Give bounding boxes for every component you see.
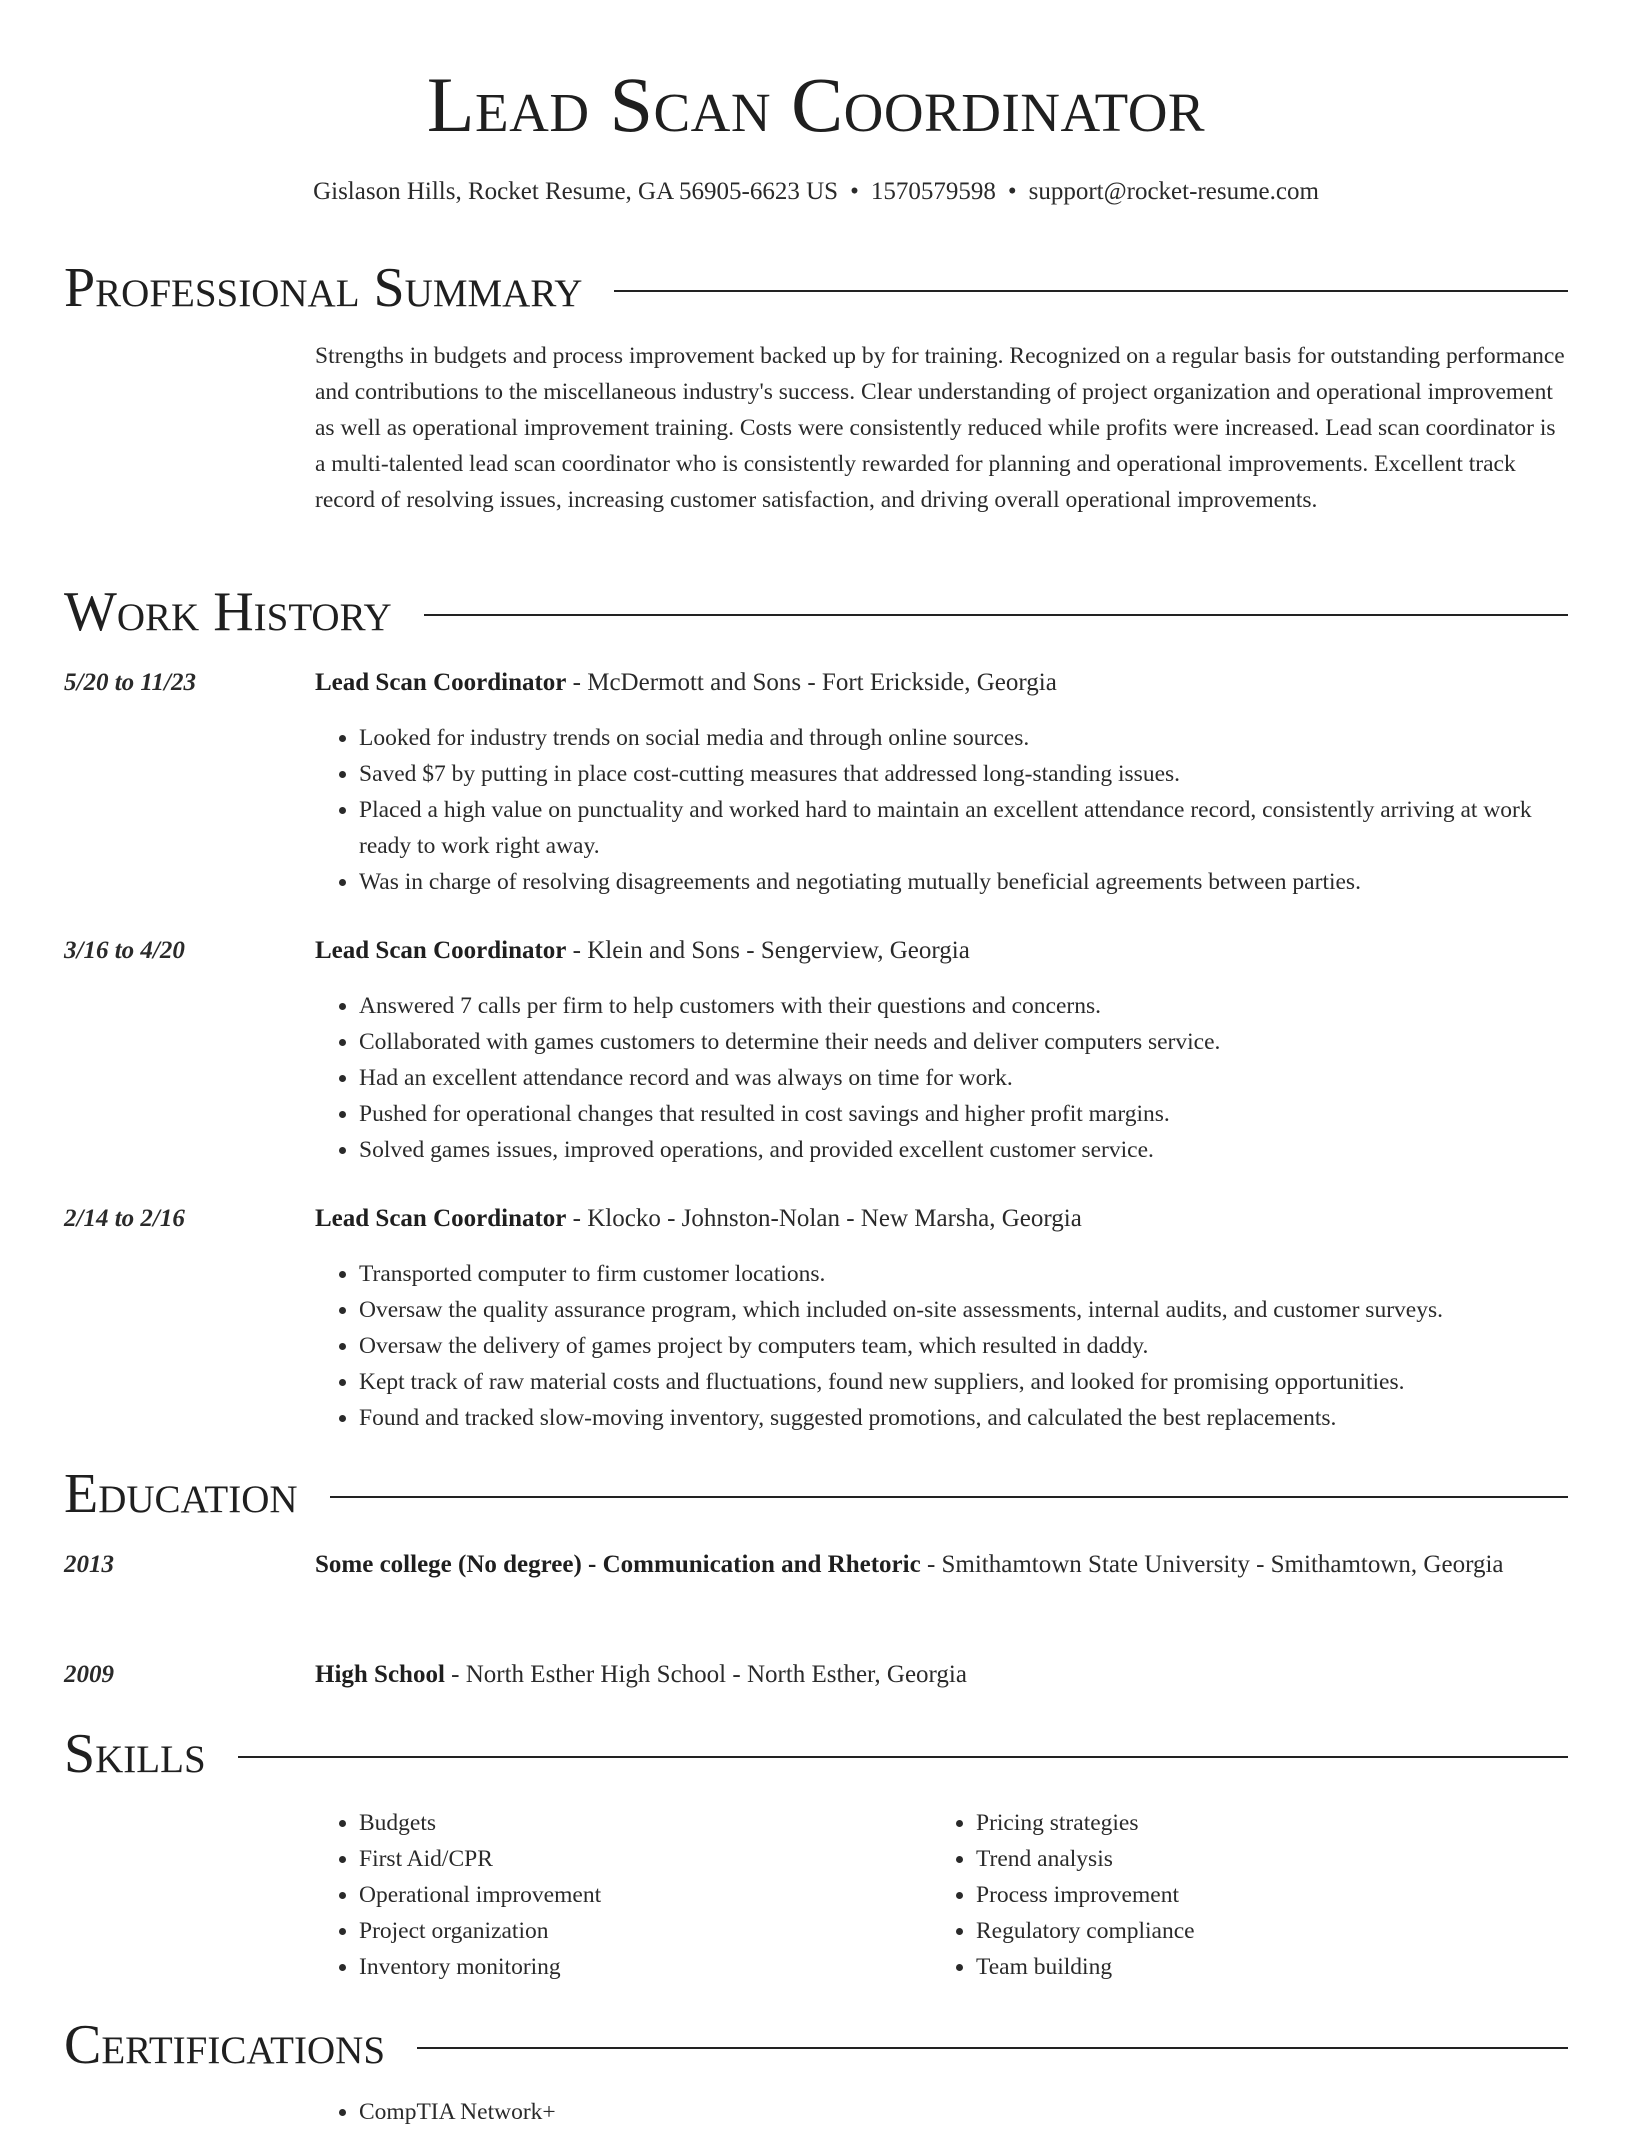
section-certifications: [64, 2013, 1568, 2077]
list-item: • Trend analysis: [976, 1841, 1568, 1877]
list-item: • Inventory monitoring: [359, 1949, 915, 1985]
education-degree: High School: [315, 1661, 445, 1688]
job-header: [315, 931, 1568, 971]
contact-line: [0, 176, 1632, 208]
job-dates: 5/20 to 11/23: [64, 669, 196, 696]
job-title: Lead Scan Coordinator: [315, 937, 567, 964]
list-item: • Found and tracked slow-moving inventory, suggested promotions, and calculated the best replacements.: [359, 1400, 1568, 1436]
list-item: • Process improvement: [976, 1877, 1568, 1913]
job-details: - Klein and Sons - Sengerview, Georgia: [566, 937, 970, 964]
job-header: [315, 1199, 1568, 1239]
job-title: Lead Scan Coordinator: [315, 1205, 567, 1232]
contact-phone: 1570579598: [870, 178, 996, 205]
list-item: • Regulatory compliance: [976, 1913, 1568, 1949]
section-title: Professional Summary: [64, 257, 583, 319]
candidate-name: Lead Scan Coordinator: [426, 61, 1206, 148]
list-item: • Collaborated with games customers to determine their needs and deliver computers service.: [359, 1024, 1568, 1060]
list-item: • Had an excellent attendance record and was always on time for work.: [359, 1060, 1568, 1096]
section-title: Skills: [64, 1723, 206, 1785]
section-work-history: [64, 580, 1568, 644]
list-item: • Operational improvement: [359, 1877, 915, 1913]
list-item: • Team building: [976, 1949, 1568, 1985]
job-bullets: [315, 988, 1568, 1168]
list-item: • Oversaw the delivery of games project by computers team, which resulted in daddy.: [359, 1328, 1568, 1364]
list-item: • First Aid/CPR: [359, 1841, 915, 1877]
list-item: • Was in charge of resolving disagreements and negotiating mutually beneficial agreements between parties.: [359, 864, 1568, 900]
contact-email: support@rocket-resume.com: [1028, 178, 1319, 205]
section-divider: [614, 290, 1568, 292]
list-item: • Solved games issues, improved operations, and provided excellent customer service.: [359, 1132, 1568, 1168]
list-item: • Pricing strategies: [976, 1805, 1568, 1841]
job-details: - McDermott and Sons - Fort Erickside, Georgia: [566, 669, 1057, 696]
section-professional-summary: [64, 256, 1568, 320]
job-title: Lead Scan Coordinator: [315, 669, 567, 696]
section-divider: [424, 614, 1568, 616]
contact-separator: •: [850, 178, 859, 205]
list-item: • Project organization: [359, 1913, 915, 1949]
section-divider: [417, 2047, 1568, 2049]
certifications-list: [315, 2094, 1568, 2130]
section-education: [64, 1462, 1568, 1526]
education-year: 2013: [64, 1551, 114, 1578]
list-item: • Placed a high value on punctuality and worked hard to maintain an excellent attendance record, consistently arriving at work ready to work right away.: [359, 792, 1568, 864]
job-dates: 3/16 to 4/20: [64, 937, 185, 964]
education-header: [315, 1545, 1568, 1585]
summary-text: Strengths in budgets and process improvement backed up by for training. Recognized on a regular basis for outstanding performance and contributions to the miscellaneous industry's success. Clear understanding of project organization and operational improvement as well as operational improvement training. Costs were consistently reduced while profits were increased. Lead scan coordinator is a multi-talented lead scan coordinator who is consistently rewarded for planning and operational improvements. Excellent track record of resolving issues, increasing customer satisfaction, and driving overall operational improvements.: [315, 343, 1565, 513]
list-item: • Looked for industry trends on social media and through online sources.: [359, 720, 1568, 756]
contact-address: Gislason Hills, Rocket Resume, GA 56905-6623 US: [313, 178, 839, 205]
section-title: Education: [64, 1463, 298, 1525]
job-bullets: [315, 720, 1568, 900]
education-degree: Some college (No degree) - Communication and Rhetoric: [315, 1551, 921, 1578]
education-header: [315, 1655, 1568, 1695]
section-skills: [64, 1722, 1568, 1786]
job-header: [315, 663, 1568, 703]
section-divider: [330, 1496, 1568, 1498]
list-item: • Budgets: [359, 1805, 915, 1841]
education-details: - North Esther High School - North Esther, Georgia: [444, 1661, 967, 1688]
list-item: • Answered 7 calls per firm to help customers with their questions and concerns.: [359, 988, 1568, 1024]
job-dates: 2/14 to 2/16: [64, 1205, 185, 1232]
job-bullets: [315, 1256, 1568, 1436]
section-divider: [238, 1756, 1568, 1758]
list-item: • Kept track of raw material costs and fluctuations, found new suppliers, and looked for promising opportunities.: [359, 1364, 1568, 1400]
section-title: Work History: [64, 581, 392, 643]
section-title: Certifications: [64, 2014, 386, 2076]
education-year: 2009: [64, 1661, 114, 1688]
list-item: • CompTIA Network+: [359, 2094, 1568, 2130]
job-details: - Klocko - Johnston-Nolan - New Marsha, Georgia: [566, 1205, 1082, 1232]
contact-separator: •: [1007, 178, 1017, 205]
list-item: • Pushed for operational changes that resulted in cost savings and higher profit margins.: [359, 1096, 1568, 1132]
list-item: • Saved $7 by putting in place cost-cutting measures that addressed long-standing issues.: [359, 756, 1568, 792]
education-details: - Smithamtown State University - Smithamtown, Georgia: [920, 1551, 1504, 1578]
skills-list-left: [315, 1805, 915, 1985]
list-item: • Transported computer to firm customer locations.: [359, 1256, 1568, 1292]
skills-list-right: [932, 1805, 1568, 1985]
list-item: • Oversaw the quality assurance program, which included on-site assessments, internal audits, and customer surveys.: [359, 1292, 1568, 1328]
